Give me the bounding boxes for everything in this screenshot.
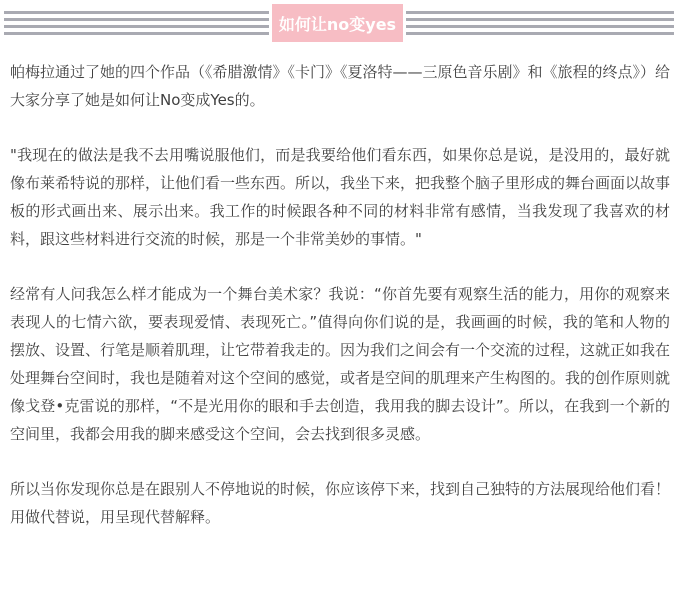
section-title-badge — [269, 4, 406, 42]
article-body — [10, 58, 670, 531]
paragraph-intro: 帕梅拉通过了她的四个作品（《希腊激情》《卡门》《夏洛特——三原色音乐剧》和《旅程的终点》）给大家分享了她是如何让No变成Yes的。 — [10, 63, 671, 109]
paragraph-advice: 经常有人问我怎么样才能成为一个舞台美术家？我说：“你首先要有观察生活的能力，用你的观察来表现人的七情六欲，要表现爱情、表现死亡。”值得向你们说的是，我画画的时候，我的笔和人物的摆放、设置、行笔是顺着肌理，让它带着我走的。因为我们之间会有一个交流的过程，这就正如我在处理舞台空间时，我也是随着对这个空间的感觉，或者是空间的肌理来产生构图的。我的创作原则就像戈登•克雷说的那样，“不是光用你的眼和手去创造，我用我的脚去设计”。所以，在我到一个新的空间里，我都会用我的脚来感受这个空间，会去找到很多灵感。 — [10, 285, 671, 443]
section-header — [0, 0, 674, 46]
paragraph-quote: "我现在的做法是我不去用嘴说服他们，而是我要给他们看东西，如果你总是说，是没用的，最好就像布莱希特说的那样，让他们看一些东西。所以，我坐下来，把我整个脑子里形成的舞台画面以故事板的形式画出来、展示出来。我工作的时候跟各种不同的材料非常有感情，当我发现了我喜欢的材料，跟这些材料进行交流的时候，那是一个非常美妙的事情。" — [10, 146, 671, 248]
section-title: 如何让no变yes — [278, 14, 397, 34]
paragraph-conclusion: 所以当你发现你总是在跟别人不停地说的时候，你应该停下来，找到自己独特的方法展现给他们看！用做代替说，用呈现代替解释。 — [10, 480, 671, 526]
